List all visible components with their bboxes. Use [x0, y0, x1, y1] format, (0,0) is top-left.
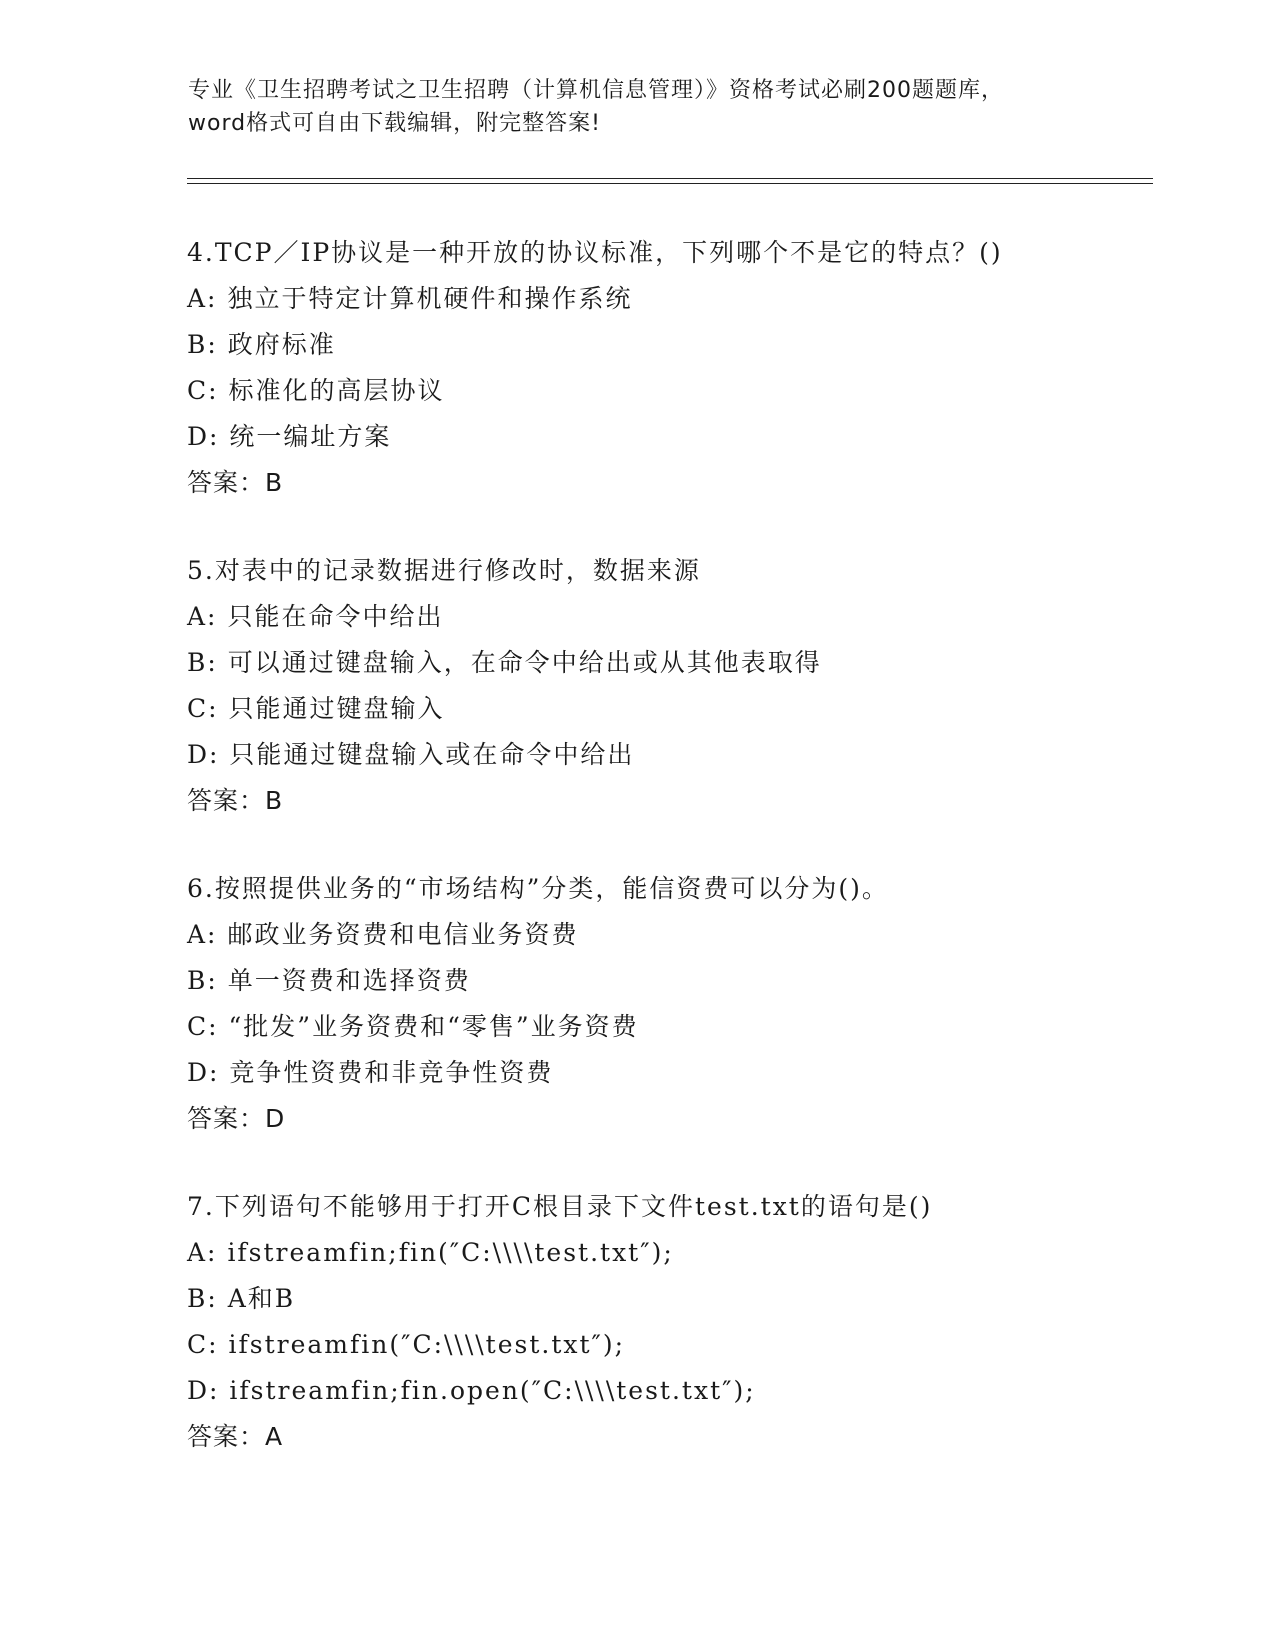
option-key: B: [187, 966, 218, 995]
option-text: A和B [227, 1284, 296, 1313]
answer-label: 答案：B [187, 786, 284, 815]
option-c [187, 368, 1167, 414]
answer-label: 答案：D [187, 1104, 286, 1133]
header-divider-bottom [187, 183, 1153, 184]
document-header [188, 74, 1088, 140]
option-b [187, 958, 1167, 1004]
header-line-1: 专业《卫生招聘考试之卫生招聘（计算机信息管理）》资格考试必刷200题题库， [188, 78, 1004, 103]
option-text: ifstreamfin;fin.open(″C:\\\\test.txt″); [229, 1376, 756, 1405]
option-key: D: [187, 1376, 220, 1405]
header-line-2: word格式可自由下载编辑，附完整答案! [188, 111, 601, 136]
option-text: 标准化的高层协议 [228, 376, 445, 405]
answer-label: 答案：A [187, 1422, 284, 1451]
option-key: D: [187, 422, 220, 451]
question-block [187, 548, 1167, 824]
option-text: 只能通过键盘输入或在命令中给出 [229, 740, 635, 769]
option-text: ifstreamfin(″C:\\\\test.txt″); [228, 1330, 626, 1359]
option-c [187, 1322, 1167, 1368]
question-stem: 4.TCP／IP协议是一种开放的协议标准，下列哪个不是它的特点？() [187, 238, 1003, 267]
option-text: 只能在命令中给出 [227, 602, 444, 631]
option-key: C: [187, 1012, 219, 1041]
option-key: C: [187, 1330, 219, 1359]
option-a [187, 594, 1167, 640]
option-text: 政府标准 [227, 330, 336, 359]
option-b [187, 640, 1167, 686]
question-block [187, 230, 1167, 506]
option-d [187, 1050, 1167, 1096]
question-stem: 7.下列语句不能够用于打开C根目录下文件test.txt的语句是() [187, 1192, 933, 1221]
option-text: 单一资费和选择资费 [227, 966, 471, 995]
question-block [187, 1184, 1167, 1460]
option-text: 独立于特定计算机硬件和操作系统 [227, 284, 633, 313]
option-text: 竞争性资费和非竞争性资费 [229, 1058, 554, 1087]
answer-label: 答案：B [187, 468, 284, 497]
option-key: D: [187, 740, 220, 769]
option-key: A: [187, 920, 218, 949]
question-stem: 6.按照提供业务的“市场结构”分类，能信资费可以分为()。 [187, 874, 889, 903]
option-text: ifstreamfin;fin(″C:\\\\test.txt″); [227, 1238, 674, 1267]
option-c [187, 686, 1167, 732]
option-key: B: [187, 1284, 218, 1313]
option-text: 统一编址方案 [229, 422, 392, 451]
option-key: B: [187, 330, 218, 359]
option-text: 可以通过键盘输入，在命令中给出或从其他表取得 [227, 648, 822, 677]
option-key: A: [187, 602, 218, 631]
option-key: C: [187, 694, 219, 723]
option-key: A: [187, 1238, 218, 1267]
option-text: “批发”业务资费和“零售”业务资费 [228, 1012, 639, 1041]
option-c [187, 1004, 1167, 1050]
option-d [187, 732, 1167, 778]
option-b [187, 322, 1167, 368]
option-d [187, 414, 1167, 460]
option-text: 只能通过键盘输入 [228, 694, 445, 723]
option-d [187, 1368, 1167, 1414]
option-key: A: [187, 284, 218, 313]
question-stem: 5.对表中的记录数据进行修改时，数据来源 [187, 556, 701, 585]
option-text: 邮政业务资费和电信业务资费 [227, 920, 579, 949]
option-key: D: [187, 1058, 220, 1087]
option-key: C: [187, 376, 219, 405]
option-key: B: [187, 648, 218, 677]
option-a [187, 912, 1167, 958]
header-divider-top [187, 178, 1153, 179]
option-a [187, 276, 1167, 322]
question-block [187, 866, 1167, 1142]
option-a [187, 1230, 1167, 1276]
option-b [187, 1276, 1167, 1322]
